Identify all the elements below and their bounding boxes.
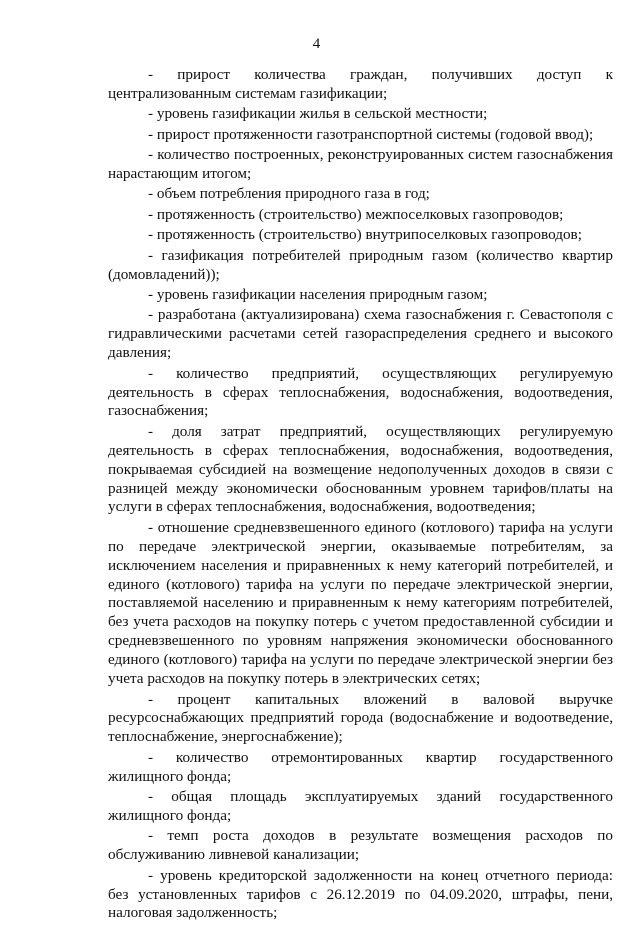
list-item: - протяженность (строительство) внутрипоселковых газопроводов; bbox=[148, 226, 582, 244]
list-item: - газификация потребителей природным газом (количество квартир (домовладений)); bbox=[108, 246, 613, 283]
list-item: - количество предприятий, осуществляющих регулируемую деятельность в сферах теплоснабжения, водоснабжения, водоотведения, газоснабжения; bbox=[108, 364, 613, 420]
list-item: - прирост протяженности газотранспортной системы (годовой ввод); bbox=[148, 125, 594, 143]
indicator-list bbox=[108, 66, 613, 925]
list-item: - уровень газификации населения природным газом; bbox=[148, 285, 488, 303]
list-item: - протяженность (строительство) межпоселковых газопроводов; bbox=[148, 205, 564, 223]
list-item: - количество отремонтированных квартир государственного жилищного фонда; bbox=[108, 748, 613, 785]
list-item: - прирост количества граждан, получивших доступ к централизованным системам газификации; bbox=[108, 66, 613, 102]
list-item: - процент капитальных вложений в валовой выручке ресурсоснабжающих предприятий города (водоснабжение и водоотведение, теплоснабжение, энергоснабжение); bbox=[108, 690, 613, 746]
list-item: - объем потребления природного газа в год; bbox=[148, 185, 430, 203]
list-item: - уровень газификации жилья в сельской местности; bbox=[148, 105, 488, 123]
list-item: - общая площадь эксплуатируемых зданий государственного жилищного фонда; bbox=[108, 788, 613, 824]
list-item: - доля затрат предприятий, осуществляющих регулируемую деятельность в сферах теплоснабжения, водоснабжения, водоотведения, покрываемая субсидией на возмещение недополученных доходов в связи с разницей между экономически обоснованным уровнем тарифов/платы на услуги в сферах теплоснабжения, водоснабжения, водоотведения; bbox=[108, 422, 613, 516]
list-item: - количество построенных, реконструированных систем газоснабжения нарастающим итогом; bbox=[108, 146, 613, 183]
list-item: - уровень кредиторской задолженности на конец отчетного периода: без установленных тарифов с 26.12.2019 по 04.09.2020, штрафы, пени, налоговая задолженность; bbox=[108, 866, 613, 922]
page-number: 4 bbox=[312, 36, 321, 52]
list-item: - темп роста доходов в результате возмещения расходов по обслуживанию ливневой канализации; bbox=[108, 827, 613, 864]
list-item: - отношение средневзвешенного единого (котлового) тарифа на услуги по передаче электрической энергии, оказываемые потребителям, за исключением населения и приравненных к нему категорий потребителей, и единого (котлового) тарифа на услуги по передаче электрической энергии, поставляемой населению и приравненным к нему категориям потребителей, без учета расходов на покупку потерь с учетом предоставленной субсидии и средневзвешенного по уровням напряжения экономически обоснованного единого (котлового) тарифа на услуги по передаче электрической энергии без учета расходов на покупку потерь в электрических сетях; bbox=[108, 518, 613, 688]
list-item: - разработана (актуализирована) схема газоснабжения г. Севастополя с гидравлическими расчетами сетей газораспределения среднего и высокого давления; bbox=[108, 306, 613, 362]
